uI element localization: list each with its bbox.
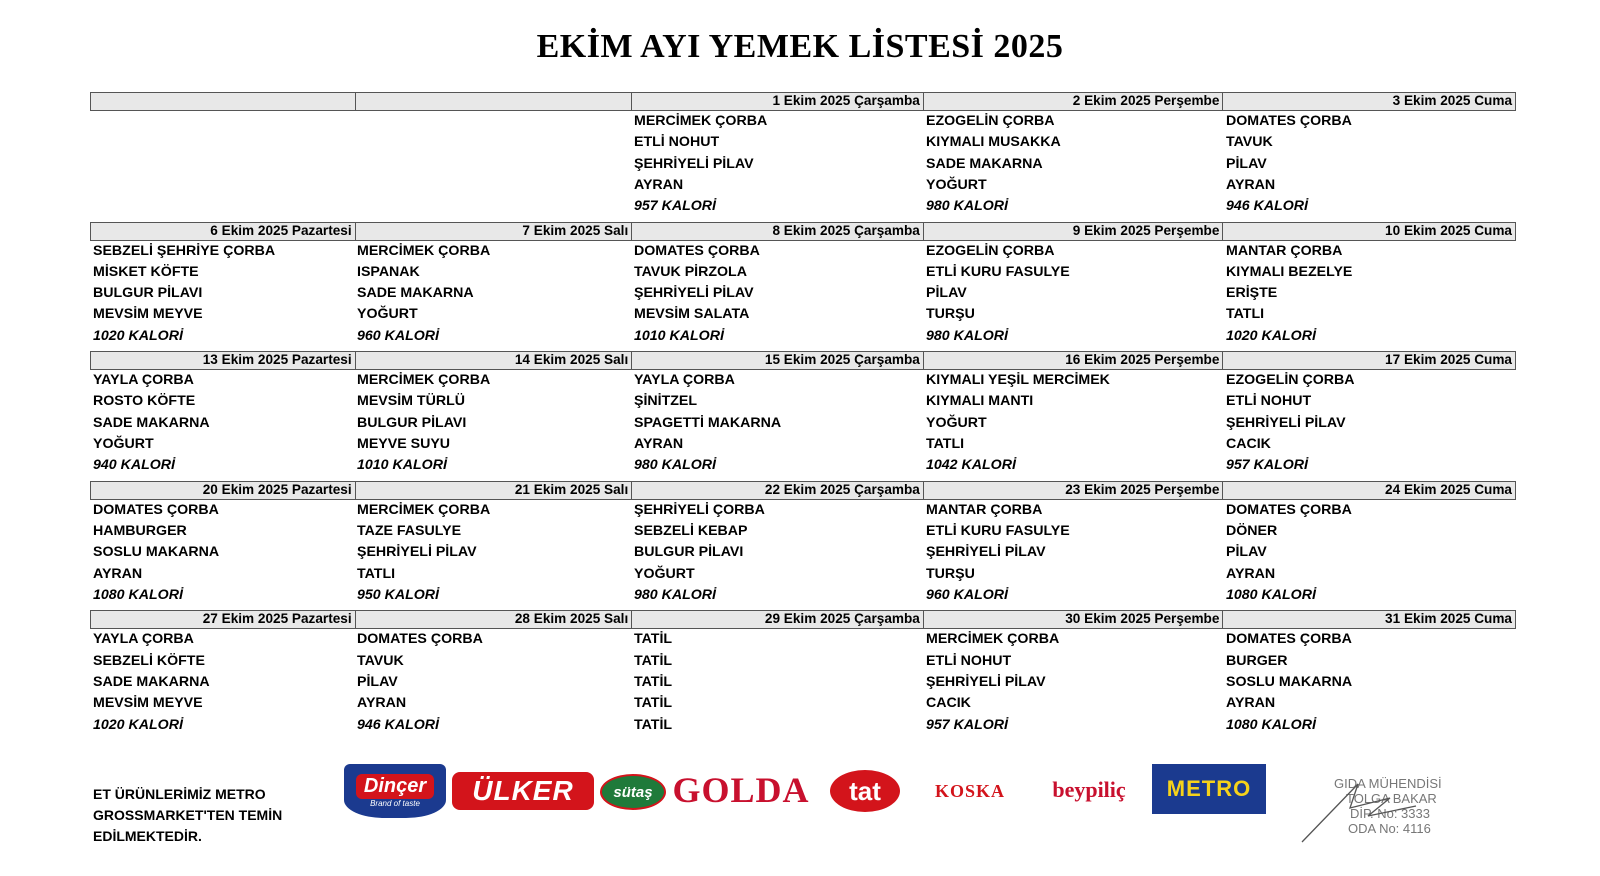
menu-item: SEBZELİ KÖFTE bbox=[93, 652, 205, 669]
day-date-header: 3 Ekim 2025 Cuma bbox=[1222, 93, 1515, 110]
menu-item: AYRAN bbox=[357, 695, 407, 712]
menu-item: SADE MAKARNA bbox=[357, 285, 474, 302]
menu-item: DOMATES ÇORBA bbox=[1226, 501, 1352, 518]
menu-item: YAYLA ÇORBA bbox=[93, 372, 194, 389]
menu-item: KIYMALI YEŞİL MERCİMEK bbox=[926, 372, 1110, 389]
calorie-total: 1020 KALORİ bbox=[93, 716, 183, 733]
menu-item: DOMATES ÇORBA bbox=[1226, 631, 1352, 648]
menu-item: TURŞU bbox=[926, 306, 975, 323]
menu-item: DÖNER bbox=[1226, 523, 1278, 540]
day-menu bbox=[90, 370, 354, 476]
menu-item: AYRAN bbox=[634, 176, 684, 193]
calorie-total: 1080 KALORİ bbox=[1226, 716, 1316, 733]
engineer-signature-stamp bbox=[1328, 776, 1468, 846]
menu-item: TAVUK bbox=[1226, 134, 1273, 151]
week-block bbox=[90, 351, 1516, 481]
menu-item: TURŞU bbox=[926, 565, 975, 582]
brand-logos bbox=[356, 770, 1306, 840]
calorie-total: 1020 KALORİ bbox=[93, 327, 183, 344]
menu-item: AYRAN bbox=[1226, 565, 1276, 582]
day-date-header: 23 Ekim 2025 Perşembe bbox=[923, 482, 1223, 499]
menu-item: AYRAN bbox=[93, 565, 143, 582]
menu-item: ETLİ NOHUT bbox=[634, 134, 720, 151]
menu-item: PİLAV bbox=[1226, 155, 1267, 172]
day-date-header: 16 Ekim 2025 Perşembe bbox=[923, 352, 1223, 369]
calorie-total: 957 KALORİ bbox=[1226, 457, 1308, 474]
menu-item: PİLAV bbox=[357, 673, 398, 690]
dincer-tagline: Brand of taste bbox=[370, 799, 420, 808]
menu-item: TATLI bbox=[926, 436, 965, 453]
calorie-total: 1080 KALORİ bbox=[1226, 586, 1316, 603]
menu-item: SADE MAKARNA bbox=[93, 414, 210, 431]
dincer-logo bbox=[344, 764, 446, 818]
menu-item: MEVSİM SALATA bbox=[634, 306, 750, 323]
menu-item: AYRAN bbox=[1226, 176, 1276, 193]
day-menu bbox=[631, 500, 923, 606]
day-date-header: 8 Ekim 2025 Çarşamba bbox=[631, 223, 923, 240]
menu-item: TAVUK bbox=[357, 652, 404, 669]
supplier-note-line: GROSSMARKET'TEN TEMİN bbox=[93, 807, 283, 823]
day-date-header: 14 Ekim 2025 Salı bbox=[355, 352, 632, 369]
ulker-wordmark: ÜLKER bbox=[472, 775, 574, 806]
menu-item: HAMBURGER bbox=[93, 523, 187, 540]
menu-item: ETLİ KURU FASULYE bbox=[926, 523, 1070, 540]
calorie-total: 950 KALORİ bbox=[357, 586, 439, 603]
menu-item: ETLİ KURU FASULYE bbox=[926, 263, 1070, 280]
day-date-header bbox=[355, 93, 632, 110]
day-menu bbox=[631, 111, 923, 217]
tat-wordmark: tat bbox=[849, 775, 881, 806]
calorie-total: 960 KALORİ bbox=[357, 327, 439, 344]
menu-item: TAZE FASULYE bbox=[357, 523, 462, 540]
week-header-row bbox=[90, 92, 1516, 111]
menu-item: KIYMALI MANTI bbox=[926, 393, 1034, 410]
day-date-header: 31 Ekim 2025 Cuma bbox=[1222, 611, 1515, 628]
signature-line: ODA No: 4116 bbox=[1348, 821, 1431, 836]
week-header-row bbox=[90, 351, 1516, 370]
menu-item: DOMATES ÇORBA bbox=[634, 242, 760, 259]
day-date-header: 29 Ekim 2025 Çarşamba bbox=[631, 611, 923, 628]
menu-item: CACIK bbox=[1226, 436, 1271, 453]
metro-logo bbox=[1152, 764, 1266, 814]
day-menu bbox=[923, 111, 1223, 217]
menu-item: ŞEHRİYELİ ÇORBA bbox=[634, 501, 765, 518]
week-menu-row bbox=[90, 500, 1516, 606]
menu-item: ETLİ NOHUT bbox=[926, 652, 1012, 669]
metro-wordmark: METRO bbox=[1166, 776, 1252, 801]
menu-item: TATİL bbox=[634, 695, 673, 712]
day-menu bbox=[354, 500, 631, 606]
calorie-total: 1020 KALORİ bbox=[1226, 327, 1316, 344]
menu-item: MERCİMEK ÇORBA bbox=[357, 372, 491, 389]
menu-item: SADE MAKARNA bbox=[926, 155, 1043, 172]
day-date-header: 9 Ekim 2025 Perşembe bbox=[923, 223, 1223, 240]
day-date-header: 10 Ekim 2025 Cuma bbox=[1222, 223, 1515, 240]
menu-item: SADE MAKARNA bbox=[93, 673, 210, 690]
menu-item: MEYVE SUYU bbox=[357, 436, 451, 453]
calorie-total: 1010 KALORİ bbox=[634, 327, 724, 344]
menu-item: MERCİMEK ÇORBA bbox=[357, 501, 491, 518]
menu-item: BULGUR PİLAVI bbox=[357, 414, 467, 431]
signature-line: DİP. No: 3333 bbox=[1350, 806, 1430, 821]
menu-item: MEVSİM MEYVE bbox=[93, 306, 203, 323]
koska-logo bbox=[918, 776, 1022, 806]
calorie-total: 957 KALORİ bbox=[634, 198, 716, 215]
menu-item: MİSKET KÖFTE bbox=[93, 263, 199, 280]
supplier-note-line: ET ÜRÜNLERİMİZ METRO bbox=[93, 786, 266, 802]
menu-item: ŞEHRİYELİ PİLAV bbox=[357, 544, 477, 561]
menu-item: TAVUK PİRZOLA bbox=[634, 263, 747, 280]
menu-item: MEVSİM TÜRLÜ bbox=[357, 393, 465, 410]
menu-item: TATLI bbox=[1226, 306, 1265, 323]
day-menu bbox=[923, 629, 1223, 735]
menu-item: DOMATES ÇORBA bbox=[357, 631, 483, 648]
ulker-logo bbox=[452, 772, 594, 810]
menu-item: TATİL bbox=[634, 716, 673, 733]
day-date-header: 17 Ekim 2025 Cuma bbox=[1222, 352, 1515, 369]
menu-item: YAYLA ÇORBA bbox=[634, 372, 735, 389]
menu-item: BURGER bbox=[1226, 652, 1288, 669]
day-date-header: 1 Ekim 2025 Çarşamba bbox=[631, 93, 923, 110]
calorie-total: 980 KALORİ bbox=[634, 457, 716, 474]
menu-grid bbox=[90, 92, 1516, 740]
menu-item: YOĞURT bbox=[634, 565, 695, 582]
week-header-row bbox=[90, 222, 1516, 241]
day-menu bbox=[631, 629, 923, 735]
week-block bbox=[90, 610, 1516, 740]
day-date-header: 22 Ekim 2025 Çarşamba bbox=[631, 482, 923, 499]
day-date-header: 2 Ekim 2025 Perşembe bbox=[923, 93, 1223, 110]
week-menu-row bbox=[90, 370, 1516, 476]
day-menu bbox=[354, 111, 631, 217]
day-date-header: 28 Ekim 2025 Salı bbox=[355, 611, 632, 628]
day-menu bbox=[631, 370, 923, 476]
week-block bbox=[90, 92, 1516, 222]
menu-item: MERCİMEK ÇORBA bbox=[357, 242, 491, 259]
page-title: EKİM AYI YEMEK LİSTESİ 2025 bbox=[536, 28, 1064, 65]
calorie-total: 1080 KALORİ bbox=[93, 586, 183, 603]
day-menu bbox=[354, 241, 631, 347]
day-menu bbox=[923, 241, 1223, 347]
day-menu bbox=[90, 500, 354, 606]
calorie-total: 940 KALORİ bbox=[93, 457, 175, 474]
menu-item: MERCİMEK ÇORBA bbox=[634, 113, 768, 129]
menu-item: YOĞURT bbox=[926, 176, 987, 193]
menu-item: SOSLU MAKARNA bbox=[93, 544, 220, 561]
day-menu bbox=[354, 629, 631, 735]
day-menu bbox=[354, 370, 631, 476]
koska-wordmark: KOSKA bbox=[934, 780, 1005, 801]
day-menu bbox=[90, 111, 354, 217]
week-block bbox=[90, 481, 1516, 611]
menu-item: TATİL bbox=[634, 652, 673, 669]
menu-item: AYRAN bbox=[634, 436, 684, 453]
week-menu-row bbox=[90, 241, 1516, 347]
menu-item: MEVSİM MEYVE bbox=[93, 695, 203, 712]
signature-line: TOLGA BAKAR bbox=[1346, 791, 1437, 806]
day-menu bbox=[631, 241, 923, 347]
calorie-total: 980 KALORİ bbox=[926, 327, 1008, 344]
menu-item: SEBZELİ KEBAP bbox=[634, 523, 748, 540]
calorie-total: 980 KALORİ bbox=[634, 586, 716, 603]
signature-scribble-icon bbox=[1298, 776, 1438, 846]
calorie-total: 946 KALORİ bbox=[1226, 198, 1308, 215]
menu-item: ŞEHRİYELİ PİLAV bbox=[634, 285, 754, 302]
day-menu bbox=[1223, 629, 1516, 735]
menu-item: PİLAV bbox=[1226, 544, 1267, 561]
golda-logo bbox=[670, 770, 812, 810]
menu-item: EZOGELİN ÇORBA bbox=[926, 242, 1055, 259]
day-date-header: 7 Ekim 2025 Salı bbox=[355, 223, 632, 240]
day-date-header: 24 Ekim 2025 Cuma bbox=[1222, 482, 1515, 499]
sutas-logo bbox=[600, 774, 666, 810]
day-menu bbox=[1223, 111, 1516, 217]
menu-item: ŞEHRİYELİ PİLAV bbox=[1226, 414, 1346, 431]
menu-item: CACIK bbox=[926, 695, 971, 712]
day-date-header bbox=[91, 93, 355, 110]
menu-item: MANTAR ÇORBA bbox=[926, 501, 1043, 518]
calorie-total: 1010 KALORİ bbox=[357, 457, 447, 474]
menu-item: YOĞURT bbox=[93, 436, 154, 453]
calorie-total: 957 KALORİ bbox=[926, 716, 1008, 733]
day-date-header: 30 Ekim 2025 Perşembe bbox=[923, 611, 1223, 628]
beypilic-wordmark: beypiliç bbox=[1052, 777, 1126, 802]
tat-logo bbox=[830, 770, 900, 812]
menu-item: YOĞURT bbox=[926, 414, 987, 431]
day-date-header: 20 Ekim 2025 Pazartesi bbox=[202, 481, 352, 497]
menu-item: SOSLU MAKARNA bbox=[1226, 673, 1353, 690]
menu-item: KIYMALI BEZELYE bbox=[1226, 263, 1353, 280]
menu-item: SPAGETTİ MAKARNA bbox=[634, 414, 782, 431]
golda-wordmark: GOLDA bbox=[672, 770, 810, 810]
day-menu bbox=[1223, 370, 1516, 476]
calorie-total: 1042 KALORİ bbox=[926, 457, 1016, 474]
day-date-header: 21 Ekim 2025 Salı bbox=[355, 482, 632, 499]
week-menu-row bbox=[90, 629, 1516, 735]
menu-item: ŞEHRİYELİ PİLAV bbox=[926, 673, 1046, 690]
menu-item: BULGUR PİLAVI bbox=[93, 285, 203, 302]
menu-item: KIYMALI MUSAKKA bbox=[926, 134, 1061, 151]
menu-item: BULGUR PİLAVI bbox=[634, 544, 744, 561]
menu-item: SEBZELİ ŞEHRİYE ÇORBA bbox=[93, 242, 276, 259]
menu-item: EZOGELİN ÇORBA bbox=[1226, 372, 1355, 389]
menu-item: ŞEHRİYELİ PİLAV bbox=[634, 155, 754, 172]
menu-item: ISPANAK bbox=[357, 263, 420, 280]
dincer-wordmark: Dinçer bbox=[356, 774, 434, 799]
calorie-total: 960 KALORİ bbox=[926, 586, 1008, 603]
supplier-note bbox=[93, 784, 282, 847]
week-header-row bbox=[90, 610, 1516, 629]
menu-item: DOMATES ÇORBA bbox=[1226, 113, 1352, 129]
menu-item: YAYLA ÇORBA bbox=[93, 631, 194, 648]
signature-line: GIDA MÜHENDİSİ bbox=[1334, 776, 1442, 791]
menu-item: ŞEHRİYELİ PİLAV bbox=[926, 544, 1046, 561]
sutas-wordmark: sütaş bbox=[613, 783, 653, 801]
day-menu bbox=[1223, 500, 1516, 606]
day-date-header: 13 Ekim 2025 Pazartesi bbox=[202, 352, 352, 368]
menu-item: PİLAV bbox=[926, 285, 967, 302]
day-menu bbox=[1223, 241, 1516, 347]
menu-item: AYRAN bbox=[1226, 695, 1276, 712]
day-menu bbox=[90, 241, 354, 347]
supplier-note-line: EDİLMEKTEDİR. bbox=[93, 828, 202, 844]
menu-item: ERİŞTE bbox=[1226, 285, 1278, 302]
day-menu bbox=[923, 500, 1223, 606]
menu-item: TATİL bbox=[634, 673, 673, 690]
day-date-header: 27 Ekim 2025 Pazartesi bbox=[202, 611, 352, 627]
menu-item: MERCİMEK ÇORBA bbox=[926, 631, 1060, 648]
week-block bbox=[90, 222, 1516, 352]
menu-item: MANTAR ÇORBA bbox=[1226, 242, 1343, 259]
menu-item: DOMATES ÇORBA bbox=[93, 501, 219, 518]
day-menu bbox=[90, 629, 354, 735]
week-header-row bbox=[90, 481, 1516, 500]
menu-item: ŞİNİTZEL bbox=[634, 393, 698, 410]
menu-item: ETLİ NOHUT bbox=[1226, 393, 1312, 410]
calorie-total: 980 KALORİ bbox=[926, 198, 1008, 215]
calorie-total: 946 KALORİ bbox=[357, 716, 439, 733]
menu-item: EZOGELİN ÇORBA bbox=[926, 113, 1055, 129]
menu-item: ROSTO KÖFTE bbox=[93, 393, 196, 410]
week-menu-row bbox=[90, 111, 1516, 217]
day-menu bbox=[923, 370, 1223, 476]
menu-item: YOĞURT bbox=[357, 306, 418, 323]
menu-item: TATİL bbox=[634, 631, 673, 648]
menu-item: TATLI bbox=[357, 565, 396, 582]
day-date-header: 15 Ekim 2025 Çarşamba bbox=[631, 352, 923, 369]
day-date-header: 6 Ekim 2025 Pazartesi bbox=[210, 222, 352, 238]
beypilic-logo bbox=[1036, 774, 1142, 806]
